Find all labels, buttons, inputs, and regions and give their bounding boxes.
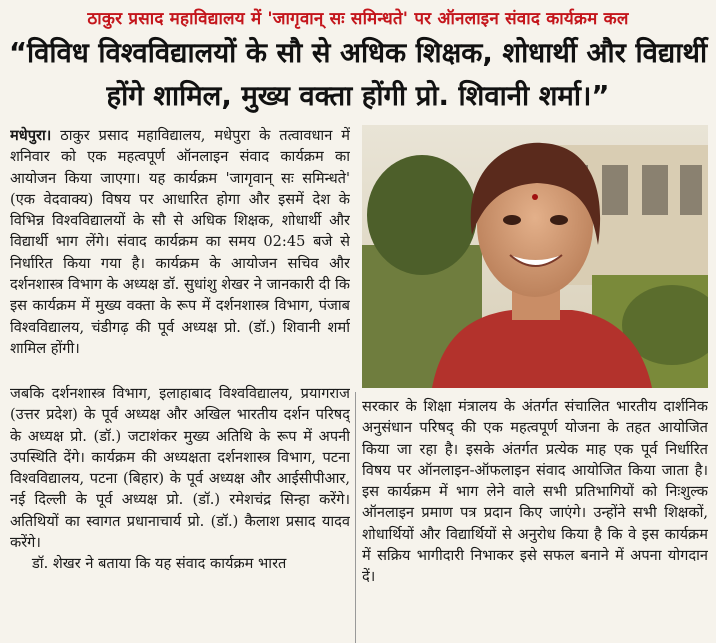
article-paragraph-1: ठाकुर प्रसाद महाविद्यालय, मधेपुरा के तत्वावधान में शनिवार को एक महत्वपूर्ण ऑनलाइन संवाद कार्यक्रम का आयोजन किया जाएगा। यह कार्यक्रम 'जागृवान् सः समिन्धते' (एक वेदवाक्य) विषय पर आधारित होगा और इसमें देश के विभिन्न विश्वविद्यालयों के सौ से अधिक शिक्षक, शोधार्थी और विद्यार्थी भाग लेंगे। संवाद कार्यक्रम का समय 02:45 बजे से निर्धारित किया गया है। कार्यक्रम के आयोजन सचिव और दर्शनशास्त्र विभाग के अध्यक्ष डॉ. सुधांशु शेखर ने जानकारी दी कि इस कार्यक्रम में मुख्य वक्ता के रूप में दर्शनशास्त्र विभाग, पंजाब विश्वविद्यालय, चंडीगढ़ की पूर्व अध्यक्ष प्रो. (डॉ.) शिवानी शर्मा शामिल होंगी। [10, 127, 350, 357]
article-paragraph-2: जबकि दर्शनशास्त्र विभाग, इलाहाबाद विश्वविद्यालय, प्रयागराज (उत्तर प्रदेश) के पूर्व अध्यक्ष और अखिल भारतीय दर्शन परिषद् के अध्यक्ष प्रो. (डॉ.) जटाशंकर मुख्य अतिथि के रूप में अपनी उपस्थिति देंगे। कार्यक्रम की अध्यक्षता दर्शनशास्त्र विभाग, पटना विश्वविद्यालय, पटना (बिहार) के पूर्व अध्यक्ष और आईसीपीआर, नई दिल्ली के पूर्व अध्यक्ष प्रो. (डॉ.) रमेशचंद्र सिन्हा करेंगे। अतिथियों का स्वागत प्रधानाचार्य प्रो. (डॉ.) कैलाश प्रसाद यादव करेंगे। [10, 385, 350, 552]
article-paragraph-3: डॉ. शेखर ने बताया कि यह संवाद कार्यक्रम भारत [32, 555, 287, 573]
article-paragraph-4: सरकार के शिक्षा मंत्रालय के अंतर्गत संचालित भारतीय दार्शनिक अनुसंधान परिषद् की एक महत्वपूर्ण योजना के तहत आयोजित किया जा रहा है। इसके अंतर्गत प्रत्येक माह एक पूर्व निर्धारित विषय पर ऑनलाइन-ऑफलाइन संवाद आयोजित किया जाता है। इस कार्यक्रम में भाग लेने वाले सभी प्रतिभागियों को निःशुल्क ऑनलाइन प्रमाण पत्र प्रदान किए जाएंगे। उन्होंने सभी शिक्षकों, शोधार्थियों और विद्यार्थियों से अनुरोध किया है कि वे इस कार्यक्रम में सक्रिय भागीदारी निभाकर इसे सफल बनाने में अपना योगदान दें। [362, 398, 708, 586]
column-divider [355, 392, 356, 643]
article-column-1-top [10, 125, 350, 381]
speaker-photo [362, 125, 708, 388]
main-headline: “विविध विश्वविद्यालयों के सौ से अधिक शिक्षक, शोधार्थी और विद्यार्थी होंगे शामिल, मुख्य वक्ता होंगी प्रो. शिवानी शर्मा।” [8, 37, 708, 112]
dateline: मधेपुरा। [10, 127, 52, 144]
article-column-2 [362, 396, 708, 642]
kicker-headline: ठाकुर प्रसाद महाविद्यालय में 'जागृवान् सः समिन्धते' पर ऑनलाइन संवाद कार्यक्रम कल [87, 9, 629, 29]
portrait-image [362, 125, 708, 388]
article-column-1-bottom [10, 383, 350, 643]
